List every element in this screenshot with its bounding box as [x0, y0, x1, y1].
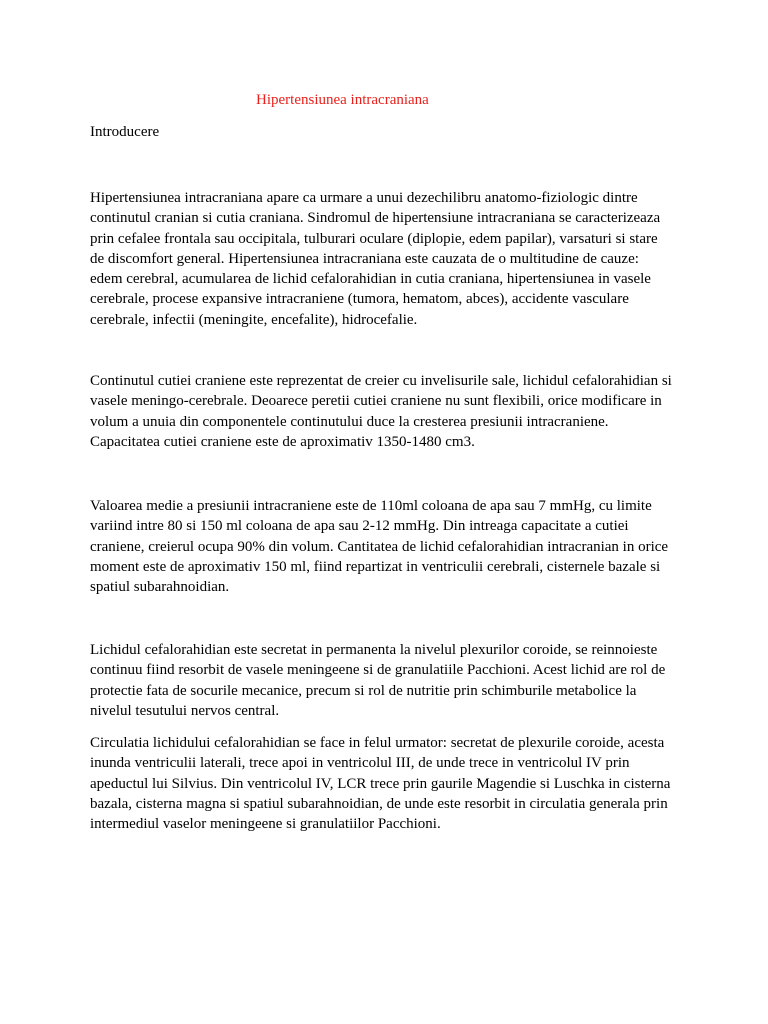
paragraph-line: edem cerebral, acumularea de lichid cefalorahidian in cutia craniana, hipertensiunea in vasele — [90, 271, 651, 288]
paragraph — [90, 496, 695, 597]
paragraph-line: inunda ventriculii laterali, trece apoi in ventricolul III, de unde trece in ventricolul IV prin — [90, 755, 630, 772]
paragraph-line: Lichidul cefalorahidian este secretat in permanenta la nivelul plexurilor coroide, se reinnoieste — [90, 642, 658, 658]
paragraph-line: spatiul subarahnoidian. — [90, 579, 230, 596]
paragraph-line: prin cefalee frontala sau occipitala, tulburari oculare (diplopie, edem papilar), varsaturi si stare — [90, 230, 658, 247]
paragraph-line: bazala, cisterna magna si spatiul subarahnoidian, de unde este resorbit in circulatia generala prin — [90, 795, 668, 812]
paragraph-line: de discomfort general. Hipertensiunea intracraniana este cauzata de o multitudine de cauze: — [90, 250, 639, 267]
document-title: Hipertensiunea intracraniana — [256, 92, 429, 108]
paragraph-line: continutul cranian si cutia craniana. Sindromul de hipertensiune intracraniana se caracterizeaza — [90, 210, 661, 227]
paragraph-line: Continutul cutiei craniene este reprezentat de creier cu invelisurile sale, lichidul cefalorahidian si — [90, 373, 672, 389]
paragraph — [90, 188, 695, 330]
paragraph — [90, 733, 695, 834]
paragraph-line: vasele meningo-cerebrale. Deoarece peretii cutiei craniene nu sunt flexibili, orice modificare in — [90, 393, 662, 410]
paragraph — [90, 640, 695, 721]
paragraph-line: Hipertensiunea intracraniana apare ca urmare a unui dezechilibru anatomo-fiziologic dintre — [90, 190, 638, 206]
paragraph-line: Valoarea medie a presiunii intracraniene este de 110ml coloana de apa sau 7 mmHg, cu limite — [90, 498, 652, 514]
paragraph-line: continuu fiind resorbit de vasele meningeene si de granulatiile Pacchioni. Acest lichid are rol de — [90, 662, 666, 679]
paragraph-line: moment este de aproximativ 150 ml, fiind repartizat in ventriculii cerebrali, cisternele bazale si — [90, 558, 661, 575]
paragraph-line: protectie fata de socurile mecanice, precum si rol de nutritie prin schimburile metabolice la — [90, 682, 637, 699]
section-heading: Introducere — [90, 124, 160, 140]
paragraph-line: Circulatia lichidului cefalorahidian se face in felul urmator: secretat de plexurile coroide, acesta — [90, 735, 665, 751]
paragraph-line: cerebrale, procese expansive intracraniene (tumora, hematom, abces), accidente vasculare — [90, 291, 629, 308]
paragraph — [90, 371, 695, 452]
paragraph-line: variind intre 80 si 150 ml coloana de apa sau 2-12 mmHg. Din intreaga capacitate a cutiei — [90, 518, 629, 535]
paragraph-line: intermediul vaselor meningeene si granulatiilor Pacchioni. — [90, 816, 441, 833]
paragraph-line: cerebrale, infectii (meningite, encefalite), hidrocefalie. — [90, 311, 418, 328]
paragraph-line: volum a unuia din componentele continutului duce la cresterea presiunii intracraniene. — [90, 413, 609, 430]
paragraph-line: apeductul lui Silvius. Din ventricolul IV, LCR trece prin gaurile Magendie si Luschka in cisterna — [90, 775, 671, 792]
paragraph-line: craniene, creierul ocupa 90% din volum. Cantitatea de lichid cefalorahidian intracranian in orice — [90, 538, 669, 555]
paragraph-line: Capacitatea cutiei craniene este de aproximativ 1350-1480 cm3. — [90, 433, 475, 450]
paragraph-line: nivelul tesutului nervos central. — [90, 702, 280, 719]
